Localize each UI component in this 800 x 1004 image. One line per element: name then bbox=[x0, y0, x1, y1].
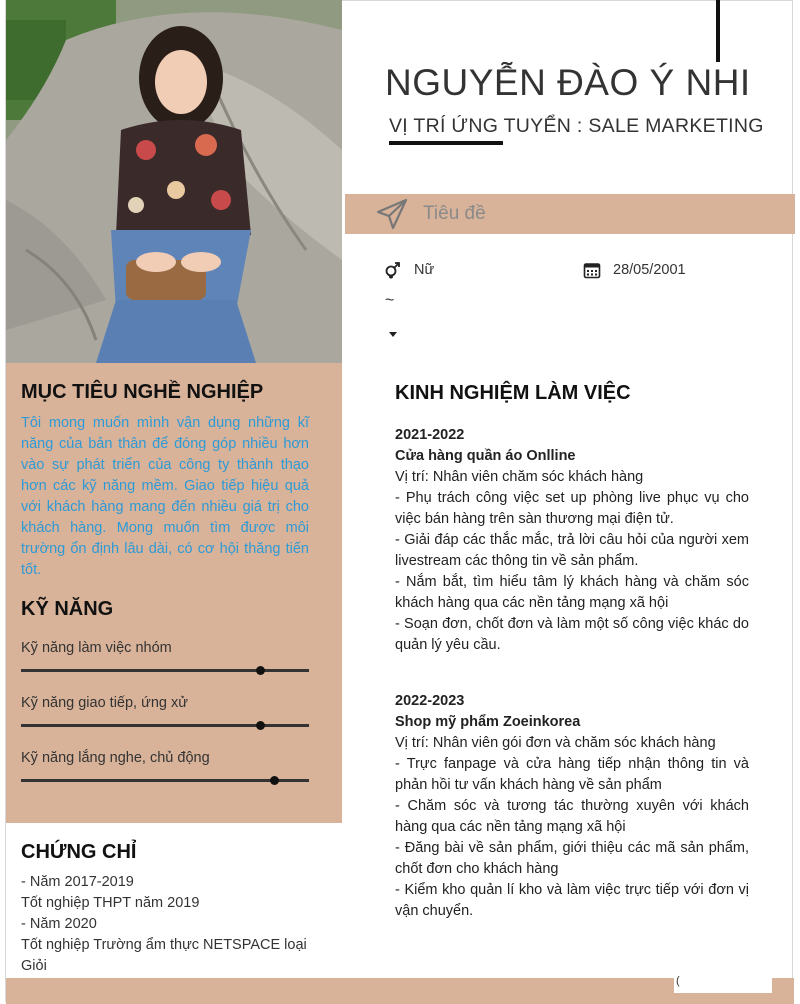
skill-label: Kỹ năng giao tiếp, ứng xử bbox=[21, 695, 188, 711]
experience-duty: - Đăng bài về sản phẩm, giới thiệu các mã sản phẩm, chốt đơn cho khách hàng bbox=[395, 840, 749, 877]
dropdown-caret-icon[interactable] bbox=[389, 332, 397, 337]
experience-duty: - Phụ trách công việc set up phòng live phục vụ cho việc bán hàng trên sàn thương mại điện tử. bbox=[395, 490, 749, 527]
calendar-icon bbox=[583, 261, 601, 284]
title-placeholder: Tiêu đề bbox=[423, 203, 486, 224]
gender-icon bbox=[384, 261, 402, 284]
gender-value: Nữ bbox=[414, 262, 435, 278]
bottom-tab[interactable]: ( bbox=[674, 975, 772, 993]
certificate-line: Tốt nghiệp THPT năm 2019 bbox=[21, 895, 200, 911]
skill-level-dot[interactable] bbox=[256, 666, 265, 675]
decorative-vertical-bar bbox=[716, 0, 720, 62]
skill-label: Kỹ năng làm việc nhóm bbox=[21, 640, 172, 656]
skill-bar bbox=[21, 669, 309, 672]
candidate-name: NGUYỄN ĐÀO Ý NHI bbox=[385, 62, 751, 103]
decorative-underline bbox=[389, 141, 503, 145]
certificate-line: - Năm 2020 bbox=[21, 916, 97, 932]
objective-title: MỤC TIÊU NGHỀ NGHIỆP bbox=[21, 381, 264, 403]
experience-company: Shop mỹ phẩm Zoeinkorea bbox=[395, 714, 581, 730]
experience-duty: - Trực fanpage và cửa hàng tiếp nhận thông tin và phản hồi tư vấn khách hàng về sản phẩm bbox=[395, 756, 749, 793]
experience-years: 2021-2022 bbox=[395, 427, 465, 443]
experience-duty: - Soạn đơn, chốt đơn và làm một số công việc khác do quản lý yêu cầu. bbox=[395, 616, 749, 653]
extra-symbol: ~ bbox=[385, 292, 395, 309]
skills-title: KỸ NĂNG bbox=[21, 598, 114, 620]
experience-title: KINH NGHIỆM LÀM VIỆC bbox=[395, 382, 631, 404]
left-panel bbox=[6, 363, 342, 823]
skill-level-dot[interactable] bbox=[270, 776, 279, 785]
certificate-line: - Năm 2017-2019 bbox=[21, 874, 134, 890]
profile-photo bbox=[6, 0, 342, 363]
experience-item bbox=[395, 425, 749, 656]
skill-bar bbox=[21, 724, 309, 727]
experience-years: 2022-2023 bbox=[395, 693, 465, 709]
experience-duty: - Kiểm kho quản lí kho và làm việc trực tiếp với đơn vị vận chuyển. bbox=[395, 882, 749, 919]
experience-duty: - Chăm sóc và tương tác thường xuyên với khách hàng qua các nền tảng mạng xã hội bbox=[395, 798, 749, 835]
skill-bar bbox=[21, 779, 309, 782]
experience-item bbox=[395, 691, 749, 922]
experience-duty: - Nắm bắt, tìm hiểu tâm lý khách hàng và chăm sóc khách hàng qua các nền tảng mạng xã hội bbox=[395, 574, 749, 611]
certificate-line: Tốt nghiệp Trường ẩm thực NETSPACE loại Giỏi bbox=[21, 937, 307, 974]
dob-value: 28/05/2001 bbox=[613, 262, 686, 278]
paper-plane-icon bbox=[375, 197, 409, 236]
certificates-title: CHỨNG CHỈ bbox=[21, 841, 137, 863]
experience-company: Cửa hàng quần áo Onlline bbox=[395, 448, 576, 464]
skill-level-dot[interactable] bbox=[256, 721, 265, 730]
applied-position: VỊ TRÍ ỨNG TUYỂN : SALE MARKETING bbox=[389, 115, 764, 137]
experience-duty: - Giải đáp các thắc mắc, trả lời câu hỏi của người xem livestream các thông tin về sản phẩm. bbox=[395, 532, 749, 569]
title-band[interactable] bbox=[345, 194, 795, 234]
skill-label: Kỹ năng lắng nghe, chủ động bbox=[21, 750, 210, 766]
certificates-list bbox=[21, 872, 321, 977]
experience-role: Vị trí: Nhân viên chăm sóc khách hàng bbox=[395, 469, 644, 485]
objective-text: Tôi mong muốn mình vận dụng những kĩ năng của bản thân để đóng góp nhiều hơn vào sự phát triển của công ty thành thạo hơn các kỹ năng mềm. Giao tiếp hiệu quả với khách hàng mang đến nhiều giá trị cho khách hàng. Mong muốn tìm được môi trường ổn định lâu dài, có cơ hội thăng tiến tốt. bbox=[21, 415, 309, 578]
experience-role: Vị trí: Nhân viên gói đơn và chăm sóc khách hàng bbox=[395, 735, 716, 751]
